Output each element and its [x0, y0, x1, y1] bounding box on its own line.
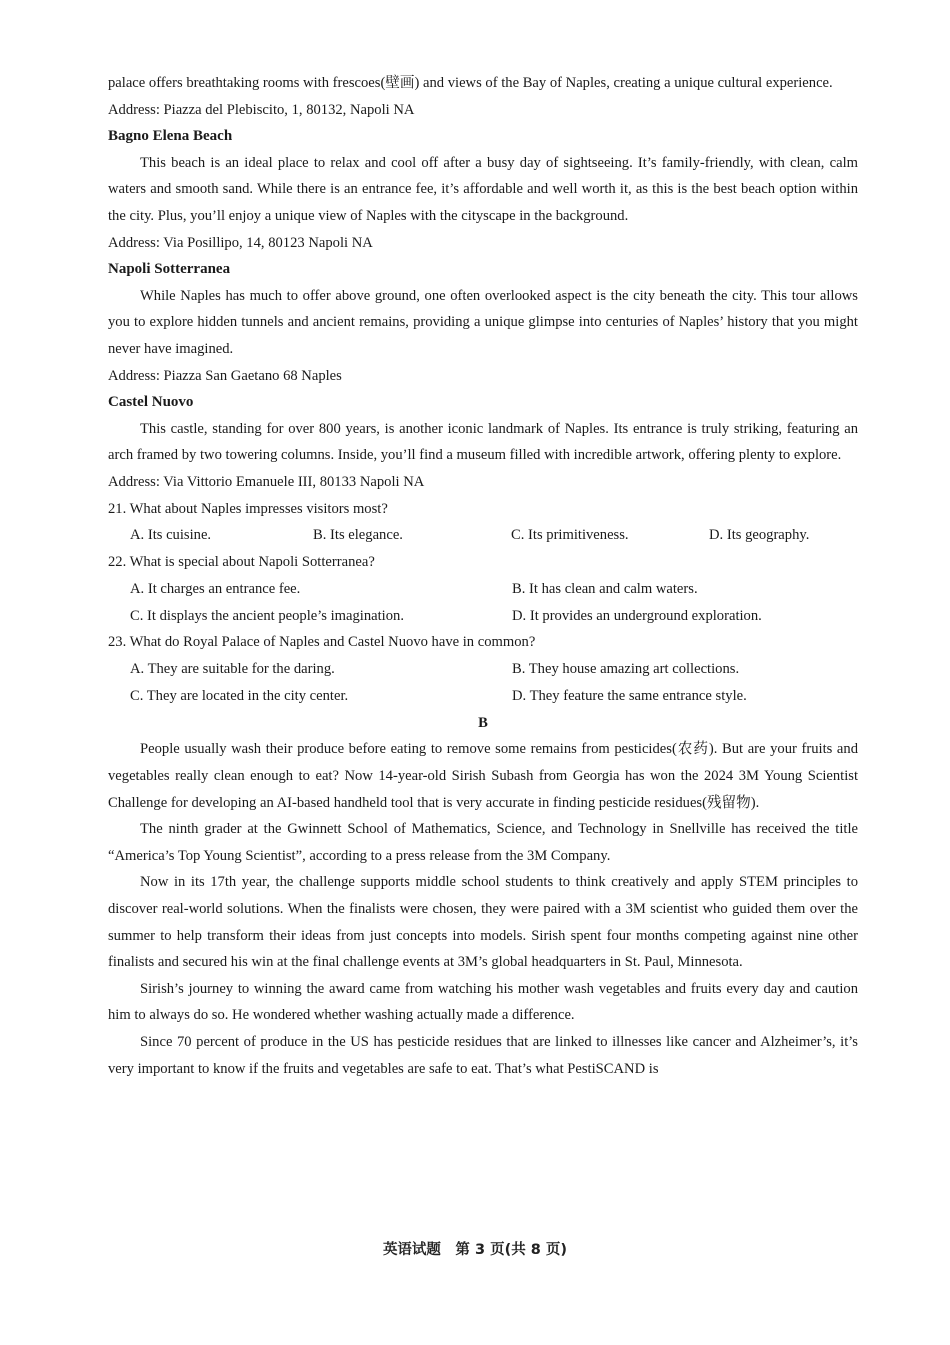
option-b: B. It has clean and calm waters.	[512, 580, 698, 597]
page-footer: 英语试题 第 3 页(共 8 页)	[382, 1242, 568, 1258]
question-22-options-row1	[108, 576, 858, 603]
option-d: D. They feature the same entrance style.	[512, 688, 747, 705]
attraction-address: Address: Via Posillipo, 14, 80123 Napoli NA	[108, 234, 373, 251]
attraction-description: This castle, standing for over 800 years, is another iconic landmark of Naples. Its entrance is truly striking, featuring an arch framed by two towering columns. Inside, you’ll find a museum filled with incredible artwork, offering plenty to explore.	[108, 420, 858, 464]
question-22-stem: 22. What is special about Napoli Sotterranea?	[108, 554, 375, 571]
option-b: B. Its elegance.	[313, 527, 403, 544]
address-royal-palace: Address: Piazza del Plebiscito, 1, 80132, Napoli NA	[108, 101, 415, 118]
question-22-options-row2	[108, 603, 858, 630]
intro-tail-paragraph: palace offers breathtaking rooms with frescoes(壁画) and views of the Bay of Naples, creating a unique cultural experience.	[108, 75, 833, 91]
option-a: A. It charges an entrance fee.	[130, 580, 301, 597]
section-b-paragraph: Since 70 percent of produce in the US has pesticide residues that are linked to illnesses like cancer and Alzheimer’s, it’s very important to know if the fruits and vegetables are safe to eat. That’s what PestiSCAND is	[108, 1034, 858, 1077]
attraction-heading: Napoli Sotterranea	[108, 261, 231, 278]
question-23-options-row1	[108, 656, 858, 683]
question-21-options	[108, 522, 858, 549]
option-c: C. They are located in the city center.	[130, 688, 349, 705]
option-a: A. They are suitable for the daring.	[130, 661, 335, 678]
attraction-heading: Bagno Elena Beach	[108, 128, 233, 145]
attraction-description: This beach is an ideal place to relax and cool off after a busy day of sightseeing. It’s family-friendly, with clean, calm waters and smooth sand. While there is an entrance fee, it’s affordable and well worth it, as this is the best beach option within the city. Plus, you’ll enjoy a unique view of Naples with the cityscape in the background.	[108, 154, 858, 224]
option-b: B. They house amazing art collections.	[512, 661, 740, 678]
option-c: C. It displays the ancient people’s imagination.	[130, 607, 404, 624]
question-23-options-row2	[108, 683, 858, 710]
section-b-label: B	[478, 714, 488, 731]
exam-page-content	[108, 70, 858, 1082]
attraction-address: Address: Piazza San Gaetano 68 Naples	[108, 367, 342, 384]
attraction-heading: Castel Nuovo	[108, 394, 194, 411]
question-21-stem: 21. What about Naples impresses visitors most?	[108, 500, 388, 517]
section-b-paragraph: Sirish’s journey to winning the award came from watching his mother wash vegetables and fruits every day and caution him to always do so. He wondered whether washing actually made a difference.	[108, 980, 858, 1024]
section-b-paragraph: The ninth grader at the Gwinnett School of Mathematics, Science, and Technology in Snellville has received the title “America’s Top Young Scientist”, according to a press release from the 3M Company.	[108, 821, 858, 864]
attraction-address: Address: Via Vittorio Emanuele III, 80133 Napoli NA	[108, 473, 425, 490]
option-d: D. It provides an underground exploration.	[512, 607, 762, 624]
section-b-paragraph: People usually wash their produce before eating to remove some remains from pesticides(农药). But are your fruits and vegetables really clean enough to eat? Now 14-year-old Sirish Subash from Georgia has won the 2024 3M Young Scientist Challenge for developing an AI-based handheld tool that is very accurate in finding pesticide residues(残留物).	[108, 741, 858, 811]
option-d: D. Its geography.	[709, 527, 810, 544]
option-c: C. Its primitiveness.	[511, 527, 629, 544]
question-23-stem: 23. What do Royal Palace of Naples and Castel Nuovo have in common?	[108, 634, 536, 651]
option-a: A. Its cuisine.	[130, 527, 212, 544]
section-b-paragraph: Now in its 17th year, the challenge supports middle school students to think creatively and apply STEM principles to discover real-world solutions. When the finalists were chosen, they were paired with a 3M scientist who guided them over the summer to help transform their ideas from just concepts into models. Sirish spent four months competing against nine other finalists and secured his win at the final challenge events at 3M’s global headquarters in St. Paul, Minnesota.	[108, 874, 858, 971]
attraction-description: While Naples has much to offer above ground, one often overlooked aspect is the city beneath the city. This tour allows you to explore hidden tunnels and ancient remains, providing a unique glimpse into centuries of Naples’ history that you might never have imagined.	[108, 287, 858, 357]
